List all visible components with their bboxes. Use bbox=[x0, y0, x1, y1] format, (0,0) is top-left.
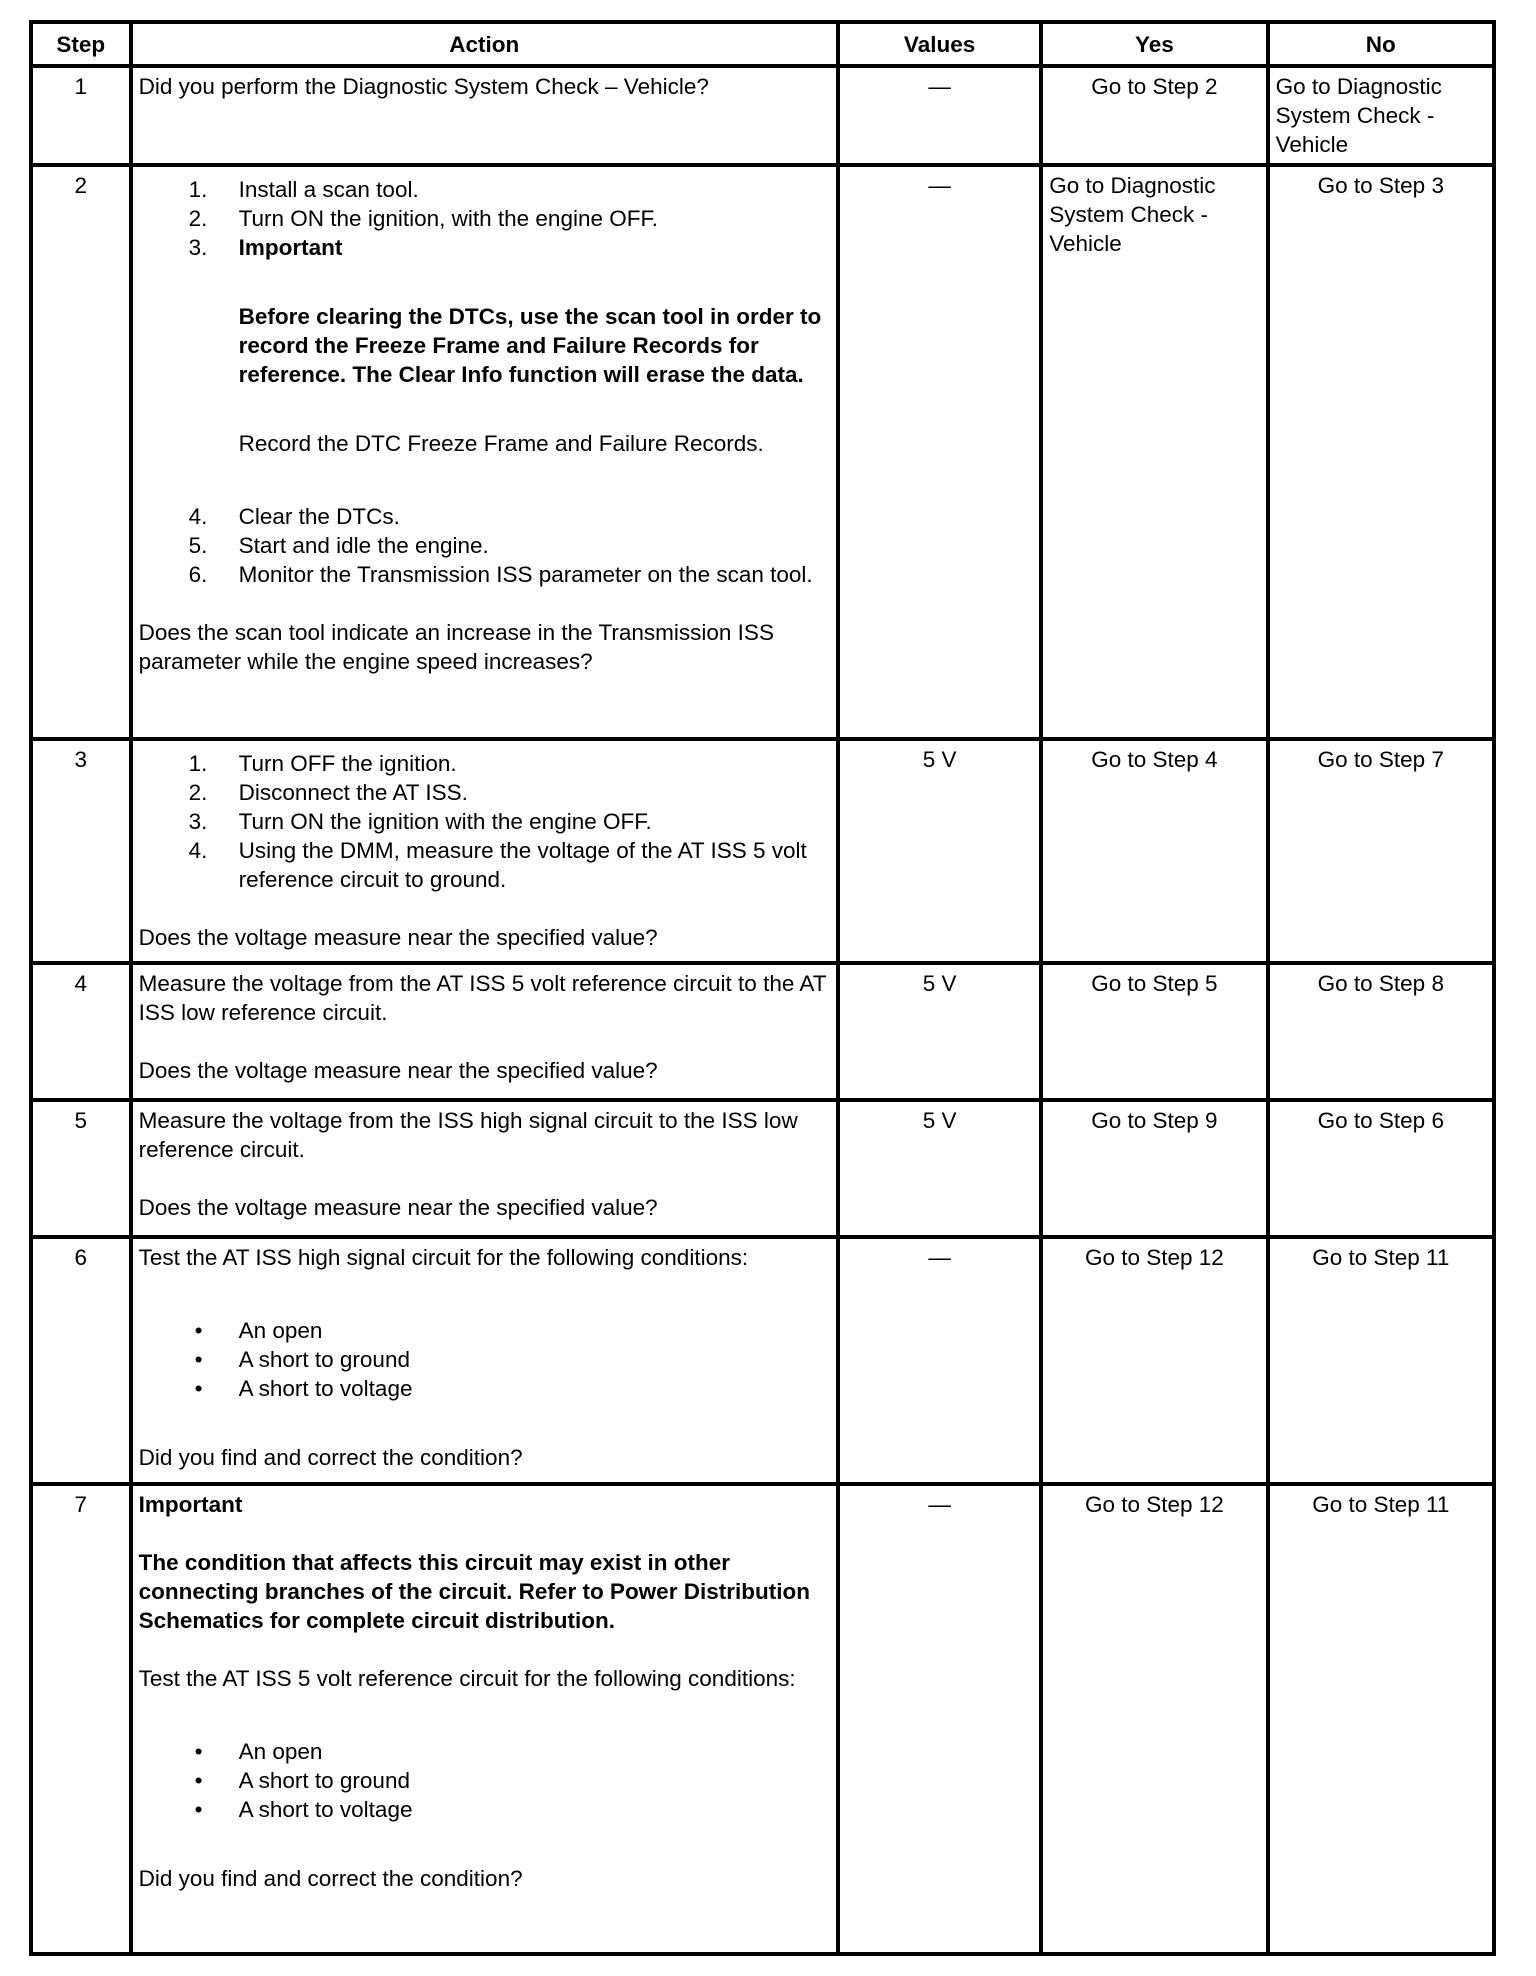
condition-list bbox=[139, 1316, 830, 1403]
yes-link[interactable]: Go to Step 9 bbox=[1041, 1100, 1267, 1237]
important-note: Before clearing the DTCs, use the scan tool in order to record the Freeze Frame and Failure Records for reference. The Clear Info function will erase the data. bbox=[238, 304, 822, 387]
value-cell: 5 V bbox=[838, 963, 1041, 1100]
step-number: 2 bbox=[31, 165, 131, 739]
list-item: 1. Install a scan tool. bbox=[188, 177, 419, 202]
record-instruction: Record the DTC Freeze Frame and Failure Records. bbox=[238, 431, 764, 456]
value-cell: — bbox=[838, 165, 1041, 739]
yes-link[interactable]: Go to Step 12 bbox=[1041, 1484, 1267, 1954]
question-text: Does the voltage measure near the specified value? bbox=[138, 1195, 658, 1220]
yes-link[interactable]: Go to Step 2 bbox=[1041, 66, 1267, 165]
step-number: 4 bbox=[31, 963, 131, 1100]
list-item: 6. Monitor the Transmission ISS parameter on the scan tool. bbox=[188, 562, 813, 587]
no-link[interactable]: Go to Step 3 bbox=[1268, 165, 1494, 739]
step-number: 7 bbox=[31, 1484, 131, 1954]
question-text: Does the voltage measure near the specified value? bbox=[138, 1058, 658, 1083]
no-link[interactable]: Go to Step 6 bbox=[1268, 1100, 1494, 1237]
list-item: 1. Turn OFF the ignition. bbox=[188, 751, 457, 776]
list-item: • A short to voltage bbox=[194, 1797, 413, 1822]
step-number: 3 bbox=[31, 739, 131, 963]
no-link[interactable]: Go to Step 11 bbox=[1268, 1237, 1494, 1484]
yes-link[interactable]: Go to Step 4 bbox=[1041, 739, 1267, 963]
question-text: Does the voltage measure near the specified value? bbox=[138, 925, 658, 950]
list-item: 3. Turn ON the ignition with the engine OFF. bbox=[188, 809, 652, 834]
header-step: Step bbox=[31, 22, 131, 66]
table-row bbox=[31, 739, 1494, 963]
list-item: • An open bbox=[194, 1739, 323, 1764]
no-link[interactable]: Go to Step 11 bbox=[1268, 1484, 1494, 1954]
important-heading: Important bbox=[138, 1492, 243, 1517]
value-cell: — bbox=[838, 66, 1041, 165]
no-link[interactable]: Go to Diagnostic System Check - Vehicle bbox=[1268, 66, 1494, 165]
list-item: 3. Important bbox=[188, 235, 343, 260]
action-cell bbox=[131, 963, 838, 1100]
action-text: Test the AT ISS 5 volt reference circuit for the following conditions: bbox=[138, 1666, 796, 1691]
header-no: No bbox=[1268, 22, 1494, 66]
action-text: Measure the voltage from the ISS high signal circuit to the ISS low reference circuit. bbox=[138, 1108, 798, 1162]
list-item: • A short to voltage bbox=[194, 1376, 413, 1401]
value-cell: 5 V bbox=[838, 1100, 1041, 1237]
table-row bbox=[31, 66, 1494, 165]
value-cell: — bbox=[838, 1237, 1041, 1484]
step-list bbox=[139, 502, 830, 589]
yes-link[interactable]: Go to Step 12 bbox=[1041, 1237, 1267, 1484]
step-list bbox=[139, 749, 830, 894]
important-note: The condition that affects this circuit may exist in other connecting branches of the circuit. Refer to Power Distribution Schematics for complete circuit distribution. bbox=[138, 1550, 810, 1633]
list-item: 2. Turn ON the ignition, with the engine OFF. bbox=[188, 206, 658, 231]
action-text: Did you perform the Diagnostic System Check – Vehicle? bbox=[131, 66, 838, 165]
list-item: 5. Start and idle the engine. bbox=[188, 533, 489, 558]
question-text: Did you find and correct the condition? bbox=[138, 1866, 523, 1891]
table-row bbox=[31, 165, 1494, 739]
value-cell: — bbox=[838, 1484, 1041, 1954]
header-values: Values bbox=[838, 22, 1041, 66]
table-row bbox=[31, 963, 1494, 1100]
action-cell bbox=[131, 1100, 838, 1237]
step-number: 1 bbox=[31, 66, 131, 165]
header-yes: Yes bbox=[1041, 22, 1267, 66]
yes-link[interactable]: Go to Step 5 bbox=[1041, 963, 1267, 1100]
action-cell bbox=[131, 165, 838, 739]
action-cell bbox=[131, 739, 838, 963]
list-item: • A short to ground bbox=[194, 1347, 410, 1372]
step-number: 6 bbox=[31, 1237, 131, 1484]
action-cell bbox=[131, 1237, 838, 1484]
list-item: • A short to ground bbox=[194, 1768, 410, 1793]
header-row bbox=[31, 22, 1494, 66]
step-list bbox=[139, 175, 830, 262]
action-text: Test the AT ISS high signal circuit for the following conditions: bbox=[138, 1245, 749, 1270]
action-text: Measure the voltage from the AT ISS 5 volt reference circuit to the AT ISS low reference circuit. bbox=[138, 971, 827, 1025]
question-text: Did you find and correct the condition? bbox=[138, 1445, 523, 1470]
header-action: Action bbox=[131, 22, 838, 66]
no-link[interactable]: Go to Step 7 bbox=[1268, 739, 1494, 963]
step-number: 5 bbox=[31, 1100, 131, 1237]
table-row bbox=[31, 1484, 1494, 1954]
action-cell bbox=[131, 1484, 838, 1954]
list-item: 4. Using the DMM, measure the voltage of the AT ISS 5 volt reference circuit to ground. bbox=[188, 838, 807, 892]
question-text: Does the scan tool indicate an increase in the Transmission ISS parameter while the engine speed increases? bbox=[138, 620, 774, 674]
yes-link[interactable]: Go to Diagnostic System Check - Vehicle bbox=[1041, 165, 1267, 739]
list-item: 2. Disconnect the AT ISS. bbox=[188, 780, 468, 805]
diagnostic-table bbox=[29, 20, 1496, 1956]
list-item: 4. Clear the DTCs. bbox=[188, 504, 400, 529]
table-row bbox=[31, 1100, 1494, 1237]
value-cell: 5 V bbox=[838, 739, 1041, 963]
condition-list bbox=[139, 1737, 830, 1824]
list-item: • An open bbox=[194, 1318, 323, 1343]
no-link[interactable]: Go to Step 8 bbox=[1268, 963, 1494, 1100]
table-row bbox=[31, 1237, 1494, 1484]
